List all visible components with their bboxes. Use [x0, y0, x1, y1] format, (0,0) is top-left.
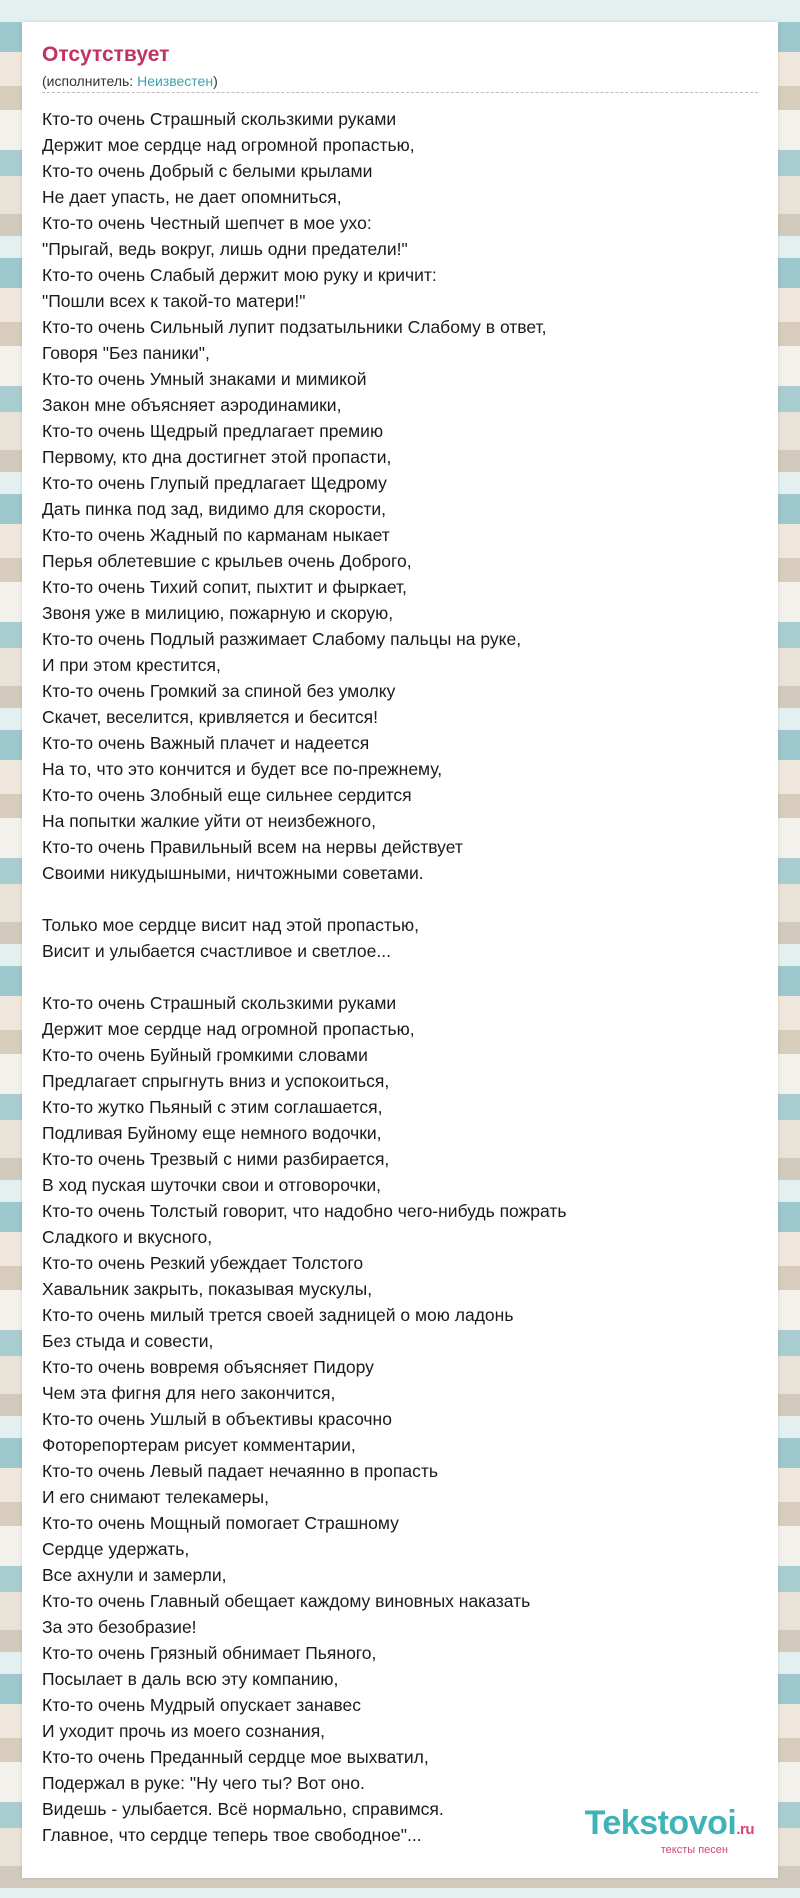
lyric-line: Кто-то очень Тихий сопит, пыхтит и фыркает, — [42, 577, 407, 597]
lyric-line: Кто-то очень Умный знаками и мимикой — [42, 369, 367, 389]
lyric-line: Кто-то очень Глупый предлагает Щедрому — [42, 473, 387, 493]
lyric-line: Держит мое сердце над огромной пропастью, — [42, 1019, 415, 1039]
lyric-line: И уходит прочь из моего сознания, — [42, 1721, 326, 1741]
lyric-line: Закон мне объясняет аэродинамики, — [42, 395, 342, 415]
logo-wordmark — [585, 1805, 754, 1848]
lyric-line: Предлагает спрыгнуть вниз и успокоиться, — [42, 1071, 390, 1091]
lyric-line: Не дает упасть, не дает опомниться, — [42, 187, 342, 207]
logo-tld: .ru — [736, 1821, 754, 1838]
lyric-line: Чем эта фигня для него закончится, — [42, 1383, 336, 1403]
lyric-line: Главное, что сердце теперь твое свободное"... — [42, 1825, 422, 1845]
lyric-line: Кто-то очень Страшный скользкими руками — [42, 109, 397, 129]
lyric-line: Кто-то очень Резкий убеждает Толстого — [42, 1253, 364, 1273]
lyric-line: Кто-то очень Буйный громкими словами — [42, 1045, 368, 1065]
stanza-gap — [42, 886, 758, 912]
site-logo[interactable] — [585, 1805, 754, 1856]
lyric-line: Подливая Буйному еще немного водочки, — [42, 1123, 382, 1143]
lyric-line: Кто-то очень Сильный лупит подзатыльники Слабому в ответ, — [42, 317, 547, 337]
lyric-line: Все ахнули и замерли, — [42, 1565, 227, 1585]
lyric-line: Держит мое сердце над огромной пропастью, — [42, 135, 415, 155]
lyric-line: "Прыгай, ведь вокруг, лишь одни предатели!" — [42, 239, 408, 259]
lyric-line: Кто-то жутко Пьяный с этим соглашается, — [42, 1097, 383, 1117]
lyric-line: Звоня уже в милицию, пожарную и скорую, — [42, 603, 394, 623]
header-divider — [42, 92, 758, 93]
logo-name: Tekstovoi — [584, 1804, 737, 1842]
lyric-line: Сладкого и вкусного, — [42, 1227, 213, 1247]
lyric-line: Скачет, веселится, кривляется и бесится! — [42, 707, 379, 727]
lyric-line: Кто-то очень Добрый с белыми крылами — [42, 161, 373, 181]
lyric-line: Кто-то очень Слабый держит мою руку и кричит: — [42, 265, 437, 285]
lyric-line: Подержал в руке: "Ну чего ты? Вот оно. — [42, 1773, 365, 1793]
lyric-line: В ход пуская шуточки свои и отговорочки, — [42, 1175, 382, 1195]
lyric-line: За это безобразие! — [42, 1617, 197, 1637]
lyrics-card — [22, 22, 778, 1878]
lyric-line: Первому, кто дна достигнет этой пропасти, — [42, 447, 392, 467]
lyric-line: И при этом крестится, — [42, 655, 221, 675]
lyric-line: Кто-то очень Страшный скользкими руками — [42, 993, 397, 1013]
lyric-line: Фоторепортерам рисует комментарии, — [42, 1435, 356, 1455]
lyric-line: Дать пинка под зад, видимо для скорости, — [42, 499, 386, 519]
lyric-line: Без стыда и совести, — [42, 1331, 214, 1351]
lyric-line: Кто-то очень Важный плачет и надеется — [42, 733, 370, 753]
lyric-line: И его снимают телекамеры, — [42, 1487, 269, 1507]
performer-link[interactable]: Неизвестен — [137, 73, 214, 89]
lyric-line: Кто-то очень Громкий за спиной без умолку — [42, 681, 396, 701]
lyric-line: Кто-то очень милый трется своей задницей о мою ладонь — [42, 1305, 514, 1325]
lyric-line: Кто-то очень Щедрый предлагает премию — [42, 421, 384, 441]
lyric-line: На попытки жалкие уйти от неизбежного, — [42, 811, 376, 831]
logo-tagline: тексты песен — [660, 1844, 728, 1856]
lyric-line: Кто-то очень Жадный по карманам ныкает — [42, 525, 390, 545]
lyric-line: Кто-то очень Мощный помогает Страшному — [42, 1513, 399, 1533]
lyric-line: Кто-то очень Мудрый опускает занавес — [42, 1695, 361, 1715]
lyric-line: Кто-то очень Ушлый в объективы красочно — [42, 1409, 392, 1429]
lyric-line: Кто-то очень Честный шепчет в мое ухо: — [42, 213, 372, 233]
lyric-line: Кто-то очень вовремя объясняет Пидору — [42, 1357, 374, 1377]
lyric-line: Кто-то очень Главный обещает каждому виновных наказать — [42, 1591, 531, 1611]
lyric-line: Висит и улыбается счастливое и светлое... — [42, 941, 391, 961]
lyric-line: На то, что это кончится и будет все по-прежнему, — [42, 759, 443, 779]
lyric-line: Посылает в даль всю эту компанию, — [42, 1669, 339, 1689]
song-header — [42, 42, 758, 93]
lyric-line: Только мое сердце висит над этой пропастью, — [42, 915, 419, 935]
lyric-line: Хавальник закрыть, показывая мускулы, — [42, 1279, 373, 1299]
stanza-gap — [42, 964, 758, 990]
performer-prefix: (исполнитель: — [42, 73, 138, 89]
lyric-line: Кто-то очень Подлый разжимает Слабому пальцы на руке, — [42, 629, 522, 649]
lyric-line: Кто-то очень Левый падает нечаянно в пропасть — [42, 1461, 438, 1481]
performer-suffix: ) — [213, 73, 218, 89]
song-title: Отсутствует — [42, 43, 170, 66]
performer-line — [42, 72, 758, 90]
lyrics-text — [42, 106, 758, 1848]
lyric-line: "Пошли всех к такой-то матери!" — [42, 291, 306, 311]
lyric-line: Кто-то очень Злобный еще сильнее сердится — [42, 785, 412, 805]
lyric-line: Перья облетевшие с крыльев очень Доброго, — [42, 551, 412, 571]
lyric-line: Кто-то очень Трезвый с ними разбирается, — [42, 1149, 390, 1169]
lyric-line: Говоря "Без паники", — [42, 343, 210, 363]
lyric-line: Кто-то очень Правильный всем на нервы действует — [42, 837, 463, 857]
lyric-line: Кто-то очень Толстый говорит, что надобно чего-нибудь пожрать — [42, 1201, 567, 1221]
lyric-line: Видешь - улыбается. Всё нормально, справимся. — [42, 1799, 444, 1819]
lyric-line: Кто-то очень Грязный обнимает Пьяного, — [42, 1643, 377, 1663]
lyric-line: Кто-то очень Преданный сердце мое выхватил, — [42, 1747, 429, 1767]
lyric-line: Своими никудышными, ничтожными советами. — [42, 863, 424, 883]
lyric-line: Сердце удержать, — [42, 1539, 190, 1559]
